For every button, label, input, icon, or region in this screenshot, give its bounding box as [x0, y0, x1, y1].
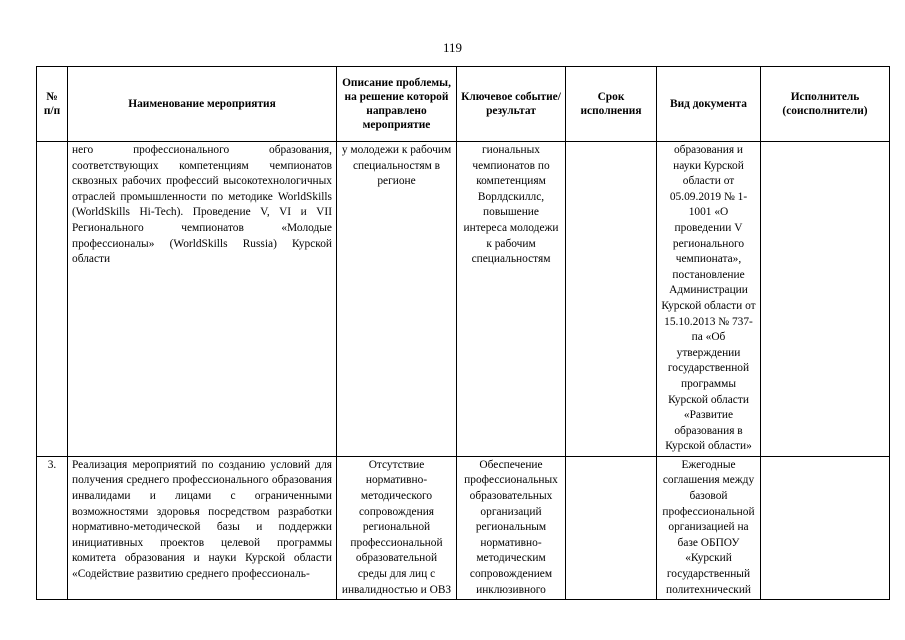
key-event-result-cell: гиональных чемпионатов по компетенциям Ворлдскиллс, повышение интереса молодежи к рабочим специальностям	[457, 142, 566, 457]
document-type-cell: Ежегодные соглашения между базовой профессиональной организацией на базе ОБПОУ «Курский государственный политехнический	[657, 456, 761, 599]
row-number	[37, 142, 68, 457]
header-document-type: Вид документа	[657, 67, 761, 142]
executor-cell	[761, 142, 890, 457]
header-deadline: Срок исполнения	[566, 67, 657, 142]
header-activity-name: Наименование мероприятия	[68, 67, 337, 142]
header-executor: Исполнитель (соисполнители)	[761, 67, 890, 142]
table-header-row	[37, 67, 890, 142]
deadline-cell	[566, 456, 657, 599]
problem-description-cell: у молодежи к рабочим специальностям в регионе	[337, 142, 457, 457]
table-row	[37, 456, 890, 599]
problem-description-cell: Отсутствие нормативно-методического сопровождения региональной профессиональной образовательной среды для лиц с инвалидностью и ОВЗ	[337, 456, 457, 599]
deadline-cell	[566, 142, 657, 457]
key-event-result-cell: Обеспечение профессиональных образовательных организаций региональным нормативно-методическим сопровождением инклюзивного	[457, 456, 566, 599]
document-type-cell: образования и науки Курской области от 05.09.2019 № 1-1001 «О проведении V регионального чемпионата», постановление Администрации Курской области от 15.10.2013 № 737-па «Об утверждении государственной программы Курской области «Развитие образования в Курской области»	[657, 142, 761, 457]
header-number: № п/п	[37, 67, 68, 142]
table-row	[37, 142, 890, 457]
activity-name-cell: Реализация мероприятий по созданию условий для получения среднего профессионального образования инвалидами и лицами с ограниченными возможностями здоровья посредством разработки нормативно-методической базы и поддержки инициативных проектов целевой программы комитета образования и науки Курской области «Содействие развитию среднего профессиональ-	[68, 456, 337, 599]
header-problem-description: Описание проблемы, на решение которой направлено мероприятие	[337, 67, 457, 142]
header-key-event-result: Ключевое событие/ результат	[457, 67, 566, 142]
row-number: 3.	[37, 456, 68, 599]
activities-table	[36, 66, 890, 600]
activity-name-cell: него профессионального образования, соответствующих компетенциям чемпионатов сквозных рабочих профессий высокотехнологичных отраслей промышленности по методике WorldSkills (WorldSkills Hi-Tech). Проведение V, VI и VII Регионального чемпионатов «Молодые профессионалы» (WorldSkills Russia) Курской области	[68, 142, 337, 457]
page-number: 119	[442, 40, 463, 55]
executor-cell	[761, 456, 890, 599]
